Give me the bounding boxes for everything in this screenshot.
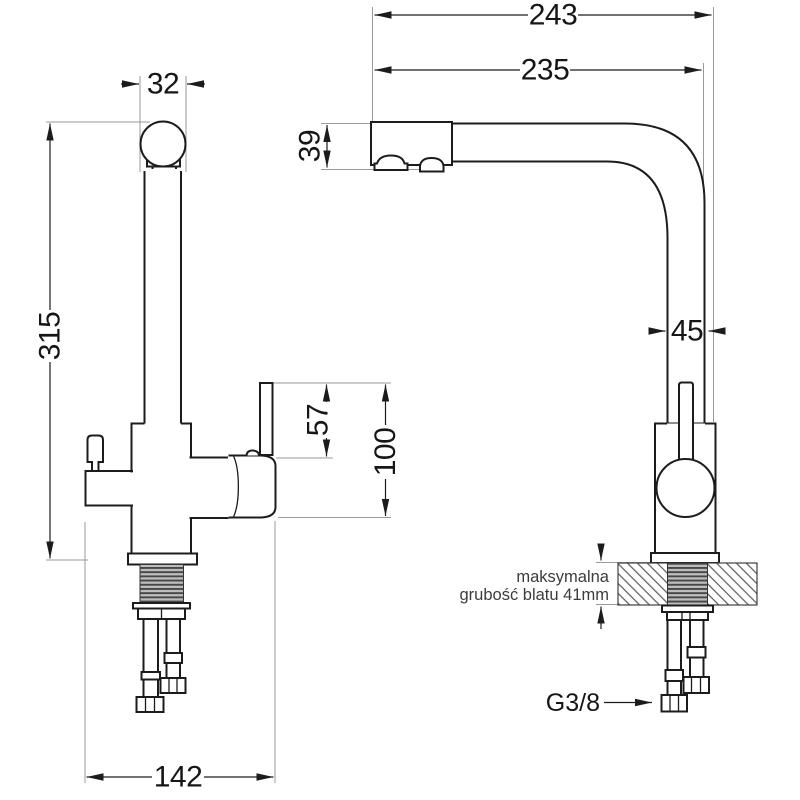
mounting-thread-side [668, 563, 708, 605]
hose-hex-fitting [684, 677, 710, 693]
aerator-nozzle-small [420, 158, 444, 172]
hose-hex-fitting [137, 697, 164, 712]
ball-joint [657, 459, 715, 517]
right-arm [190, 459, 228, 518]
countertop-note-line2: grubość blatu 41mm [459, 586, 609, 604]
spray-supply-pipe [260, 383, 273, 455]
front-view-drawing [34, 68, 403, 794]
spray-height-label: 100 [369, 427, 402, 477]
spray-head-clip [247, 451, 260, 456]
hose-hex-fitting [161, 678, 186, 693]
side-faucet-outline [371, 122, 757, 712]
base-flange [128, 554, 197, 565]
total-depth-label: 243 [528, 0, 578, 32]
spout-tip-height-label: 39 [293, 129, 327, 163]
faucet-knob [141, 122, 186, 167]
front-faucet-outline [86, 122, 276, 713]
side-view-drawing [294, 0, 758, 717]
mounting-nut-side [667, 612, 708, 620]
supply-hose-left-side [662, 620, 688, 712]
pipe-width-label: 45 [670, 314, 704, 348]
dim-spray-height [369, 385, 402, 517]
base-plate [651, 553, 719, 563]
spout-reach-label: 235 [520, 53, 570, 87]
supply-hose-right-side [684, 620, 710, 693]
dim-spout-reach [375, 54, 702, 87]
supply-hose-left [137, 619, 164, 712]
spout-pipe [452, 124, 705, 424]
front-dimensions [34, 68, 403, 794]
control-lever [88, 436, 104, 472]
hose-hex-fitting [662, 695, 688, 712]
riser-column [146, 169, 181, 424]
front-extension-lines [46, 76, 391, 783]
spray-head [228, 456, 276, 518]
spray-top-offset-label: 57 [301, 403, 335, 437]
dim-total-depth [375, 0, 712, 32]
supply-hose-right [161, 619, 186, 693]
countertop-note-line1: maksymalna [516, 568, 609, 586]
dim-total-height [34, 124, 67, 559]
dim-base-width [87, 761, 274, 794]
dim-spout-tip-height [294, 125, 328, 168]
thread-size-label: G3/8 [545, 689, 600, 717]
side-dimensions [294, 0, 726, 717]
dim-spray-top-offset [302, 385, 335, 457]
mounting-thread [140, 565, 184, 604]
faucet-body [132, 424, 192, 555]
left-arm [86, 473, 133, 505]
control-lever-side [679, 383, 693, 463]
dim-spout-width [121, 68, 205, 101]
base-width-label: 142 [153, 760, 203, 794]
dim-thread-size [546, 689, 652, 717]
spout-width-label: 32 [146, 67, 180, 101]
dim-countertop-thickness [460, 544, 610, 629]
total-height-label: 315 [33, 311, 67, 361]
